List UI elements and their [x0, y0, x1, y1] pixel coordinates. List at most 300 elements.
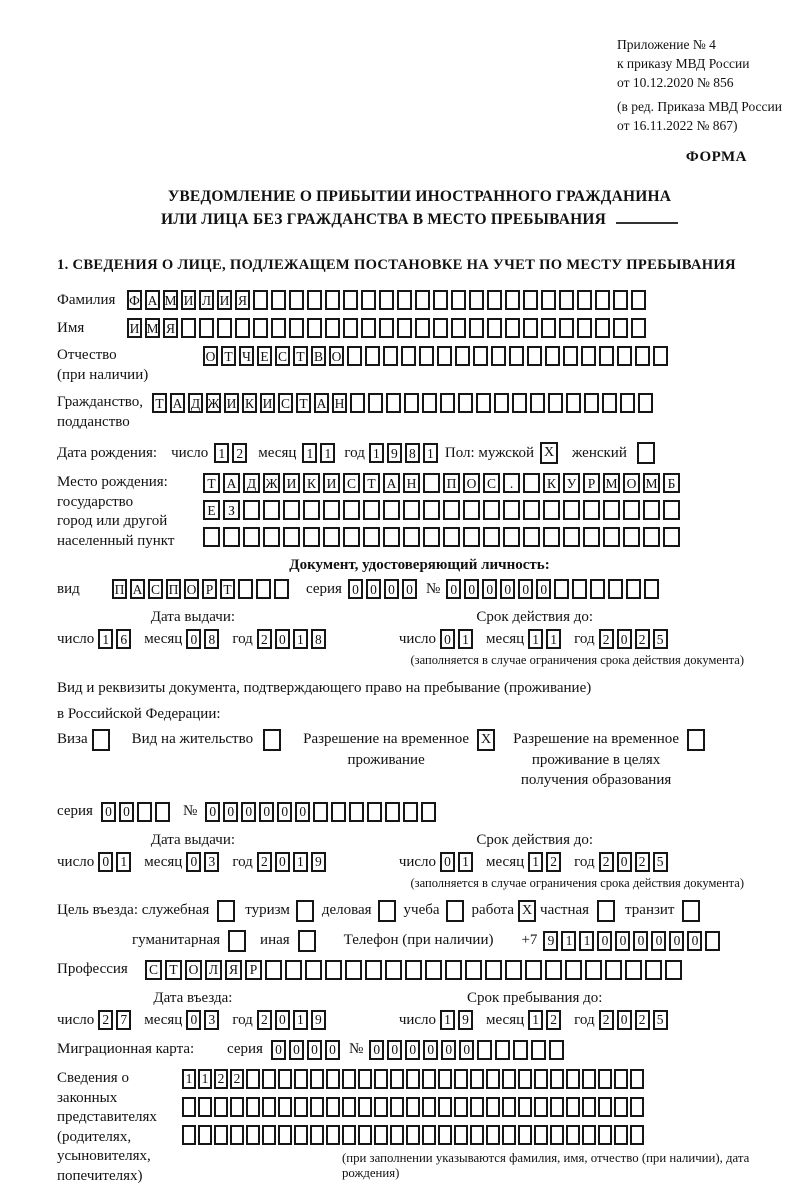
- char-cell[interactable]: 5: [653, 852, 668, 872]
- study-checkbox[interactable]: [446, 900, 464, 922]
- char-cell[interactable]: Т: [203, 473, 220, 493]
- char-cell[interactable]: Д: [243, 473, 260, 493]
- char-cell[interactable]: [325, 960, 342, 980]
- char-cell[interactable]: У: [563, 473, 580, 493]
- char-cell[interactable]: 0: [440, 852, 455, 872]
- char-cell[interactable]: [454, 1097, 468, 1117]
- char-cell[interactable]: [386, 393, 401, 413]
- char-cell[interactable]: [590, 579, 605, 599]
- char-cell[interactable]: [451, 318, 466, 338]
- char-cell[interactable]: И: [224, 393, 239, 413]
- char-cell[interactable]: Р: [583, 473, 600, 493]
- char-cell[interactable]: [443, 500, 460, 520]
- char-cell[interactable]: 0: [259, 802, 274, 822]
- char-cell[interactable]: Я: [235, 290, 250, 310]
- char-cell[interactable]: [608, 579, 623, 599]
- char-cell[interactable]: [527, 346, 542, 366]
- char-cell[interactable]: С: [483, 473, 500, 493]
- char-cell[interactable]: [563, 527, 580, 547]
- char-cell[interactable]: 2: [599, 852, 614, 872]
- char-cell[interactable]: [246, 1097, 260, 1117]
- char-cell[interactable]: [476, 393, 491, 413]
- char-cell[interactable]: [483, 527, 500, 547]
- char-cell[interactable]: О: [463, 473, 480, 493]
- char-cell[interactable]: К: [242, 393, 257, 413]
- char-cell[interactable]: [487, 318, 502, 338]
- char-cell[interactable]: [397, 290, 412, 310]
- char-cell[interactable]: [631, 290, 646, 310]
- char-cell[interactable]: [230, 1125, 244, 1145]
- char-cell[interactable]: 2: [599, 629, 614, 649]
- char-cell[interactable]: [518, 1069, 532, 1089]
- char-cell[interactable]: [523, 500, 540, 520]
- char-cell[interactable]: 1: [302, 443, 317, 463]
- char-cell[interactable]: [550, 1069, 564, 1089]
- char-cell[interactable]: П: [443, 473, 460, 493]
- char-cell[interactable]: Е: [257, 346, 272, 366]
- char-cell[interactable]: [283, 527, 300, 547]
- char-cell[interactable]: [283, 500, 300, 520]
- char-cell[interactable]: 0: [402, 579, 417, 599]
- char-cell[interactable]: 1: [369, 443, 384, 463]
- char-cell[interactable]: [614, 1069, 628, 1089]
- char-cell[interactable]: 2: [257, 852, 272, 872]
- char-cell[interactable]: [582, 1097, 596, 1117]
- char-cell[interactable]: 1: [423, 443, 438, 463]
- char-cell[interactable]: Ч: [239, 346, 254, 366]
- char-cell[interactable]: [403, 500, 420, 520]
- other-checkbox[interactable]: [298, 930, 316, 952]
- char-cell[interactable]: [289, 318, 304, 338]
- char-cell[interactable]: [326, 1125, 340, 1145]
- char-cell[interactable]: [263, 500, 280, 520]
- char-cell[interactable]: [374, 1069, 388, 1089]
- char-cell[interactable]: [368, 393, 383, 413]
- char-cell[interactable]: 0: [633, 931, 648, 951]
- char-cell[interactable]: 0: [651, 931, 666, 951]
- char-cell[interactable]: 2: [257, 629, 272, 649]
- char-cell[interactable]: 0: [518, 579, 533, 599]
- char-cell[interactable]: [583, 527, 600, 547]
- char-cell[interactable]: [342, 1097, 356, 1117]
- char-cell[interactable]: [365, 346, 380, 366]
- char-cell[interactable]: [243, 527, 260, 547]
- char-cell[interactable]: [326, 1097, 340, 1117]
- char-cell[interactable]: [325, 290, 340, 310]
- business-checkbox[interactable]: [378, 900, 396, 922]
- char-cell[interactable]: З: [223, 500, 240, 520]
- char-cell[interactable]: [385, 802, 400, 822]
- char-cell[interactable]: [566, 1097, 580, 1117]
- char-cell[interactable]: [653, 346, 668, 366]
- char-cell[interactable]: 0: [271, 1040, 286, 1060]
- char-cell[interactable]: 0: [241, 802, 256, 822]
- char-cell[interactable]: [663, 500, 680, 520]
- char-cell[interactable]: 1: [214, 443, 229, 463]
- char-cell[interactable]: 2: [257, 1010, 272, 1030]
- char-cell[interactable]: [415, 318, 430, 338]
- char-cell[interactable]: С: [275, 346, 290, 366]
- char-cell[interactable]: [502, 1069, 516, 1089]
- char-cell[interactable]: [585, 960, 602, 980]
- char-cell[interactable]: [278, 1125, 292, 1145]
- char-cell[interactable]: 0: [423, 1040, 438, 1060]
- char-cell[interactable]: 8: [204, 629, 219, 649]
- char-cell[interactable]: [365, 960, 382, 980]
- char-cell[interactable]: 0: [275, 629, 290, 649]
- char-cell[interactable]: [294, 1097, 308, 1117]
- transit-checkbox[interactable]: [682, 900, 700, 922]
- char-cell[interactable]: 0: [101, 802, 116, 822]
- private-checkbox[interactable]: [597, 900, 615, 922]
- char-cell[interactable]: [438, 1097, 452, 1117]
- official-checkbox[interactable]: [217, 900, 235, 922]
- char-cell[interactable]: [577, 318, 592, 338]
- char-cell[interactable]: 1: [528, 1010, 543, 1030]
- char-cell[interactable]: И: [283, 473, 300, 493]
- char-cell[interactable]: 0: [482, 579, 497, 599]
- char-cell[interactable]: Р: [245, 960, 262, 980]
- char-cell[interactable]: [477, 1040, 492, 1060]
- char-cell[interactable]: 0: [617, 852, 632, 872]
- char-cell[interactable]: [451, 290, 466, 310]
- char-cell[interactable]: [534, 1125, 548, 1145]
- char-cell[interactable]: [599, 346, 614, 366]
- char-cell[interactable]: [397, 318, 412, 338]
- char-cell[interactable]: [422, 393, 437, 413]
- char-cell[interactable]: [343, 500, 360, 520]
- char-cell[interactable]: .: [503, 473, 520, 493]
- char-cell[interactable]: [415, 290, 430, 310]
- char-cell[interactable]: [614, 1097, 628, 1117]
- char-cell[interactable]: Б: [663, 473, 680, 493]
- char-cell[interactable]: [238, 579, 253, 599]
- char-cell[interactable]: М: [643, 473, 660, 493]
- char-cell[interactable]: [617, 346, 632, 366]
- char-cell[interactable]: [465, 960, 482, 980]
- char-cell[interactable]: [235, 318, 250, 338]
- char-cell[interactable]: 8: [405, 443, 420, 463]
- char-cell[interactable]: [620, 393, 635, 413]
- visa-checkbox[interactable]: [92, 729, 110, 751]
- char-cell[interactable]: [379, 318, 394, 338]
- char-cell[interactable]: Ф: [127, 290, 142, 310]
- char-cell[interactable]: [545, 346, 560, 366]
- char-cell[interactable]: Т: [293, 346, 308, 366]
- char-cell[interactable]: [541, 290, 556, 310]
- char-cell[interactable]: [217, 318, 232, 338]
- char-cell[interactable]: [406, 1069, 420, 1089]
- char-cell[interactable]: [623, 500, 640, 520]
- char-cell[interactable]: [349, 802, 364, 822]
- char-cell[interactable]: [390, 1125, 404, 1145]
- char-cell[interactable]: [303, 527, 320, 547]
- char-cell[interactable]: [256, 579, 271, 599]
- char-cell[interactable]: Н: [403, 473, 420, 493]
- char-cell[interactable]: [325, 318, 340, 338]
- char-cell[interactable]: Я: [163, 318, 178, 338]
- char-cell[interactable]: 0: [289, 1040, 304, 1060]
- char-cell[interactable]: С: [343, 473, 360, 493]
- char-cell[interactable]: [663, 527, 680, 547]
- char-cell[interactable]: М: [163, 290, 178, 310]
- char-cell[interactable]: 0: [186, 852, 201, 872]
- char-cell[interactable]: [262, 1097, 276, 1117]
- work-checkbox[interactable]: X: [518, 900, 536, 922]
- char-cell[interactable]: [214, 1097, 228, 1117]
- char-cell[interactable]: 0: [405, 1040, 420, 1060]
- char-cell[interactable]: В: [311, 346, 326, 366]
- char-cell[interactable]: [635, 346, 650, 366]
- char-cell[interactable]: [383, 500, 400, 520]
- char-cell[interactable]: [137, 802, 152, 822]
- char-cell[interactable]: 2: [546, 852, 561, 872]
- char-cell[interactable]: 3: [204, 852, 219, 872]
- char-cell[interactable]: Н: [332, 393, 347, 413]
- char-cell[interactable]: Д: [188, 393, 203, 413]
- char-cell[interactable]: А: [145, 290, 160, 310]
- char-cell[interactable]: О: [329, 346, 344, 366]
- char-cell[interactable]: Ж: [206, 393, 221, 413]
- char-cell[interactable]: [485, 960, 502, 980]
- char-cell[interactable]: [326, 1069, 340, 1089]
- char-cell[interactable]: [598, 1069, 612, 1089]
- char-cell[interactable]: [630, 1097, 644, 1117]
- char-cell[interactable]: [246, 1125, 260, 1145]
- char-cell[interactable]: 0: [441, 1040, 456, 1060]
- char-cell[interactable]: 1: [528, 852, 543, 872]
- char-cell[interactable]: 1: [198, 1069, 212, 1089]
- char-cell[interactable]: [582, 1125, 596, 1145]
- char-cell[interactable]: 0: [186, 1010, 201, 1030]
- char-cell[interactable]: [638, 393, 653, 413]
- char-cell[interactable]: Ж: [263, 473, 280, 493]
- char-cell[interactable]: [358, 1125, 372, 1145]
- char-cell[interactable]: [470, 1125, 484, 1145]
- char-cell[interactable]: [243, 500, 260, 520]
- char-cell[interactable]: [350, 393, 365, 413]
- char-cell[interactable]: А: [314, 393, 329, 413]
- char-cell[interactable]: [626, 579, 641, 599]
- char-cell[interactable]: [278, 1069, 292, 1089]
- char-cell[interactable]: [523, 473, 540, 493]
- char-cell[interactable]: 0: [366, 579, 381, 599]
- char-cell[interactable]: 0: [446, 579, 461, 599]
- char-cell[interactable]: [198, 1125, 212, 1145]
- char-cell[interactable]: М: [145, 318, 160, 338]
- char-cell[interactable]: [421, 802, 436, 822]
- char-cell[interactable]: [491, 346, 506, 366]
- char-cell[interactable]: 1: [116, 852, 131, 872]
- char-cell[interactable]: С: [145, 960, 162, 980]
- char-cell[interactable]: [566, 393, 581, 413]
- char-cell[interactable]: [494, 393, 509, 413]
- char-cell[interactable]: 0: [98, 852, 113, 872]
- char-cell[interactable]: 1: [293, 852, 308, 872]
- char-cell[interactable]: [405, 960, 422, 980]
- char-cell[interactable]: [271, 290, 286, 310]
- char-cell[interactable]: [374, 1097, 388, 1117]
- char-cell[interactable]: Т: [221, 346, 236, 366]
- char-cell[interactable]: [253, 318, 268, 338]
- char-cell[interactable]: [203, 527, 220, 547]
- char-cell[interactable]: 0: [223, 802, 238, 822]
- char-cell[interactable]: 0: [669, 931, 684, 951]
- char-cell[interactable]: [598, 1125, 612, 1145]
- char-cell[interactable]: [182, 1125, 196, 1145]
- char-cell[interactable]: [531, 1040, 546, 1060]
- char-cell[interactable]: [404, 393, 419, 413]
- char-cell[interactable]: [445, 960, 462, 980]
- char-cell[interactable]: [512, 393, 527, 413]
- char-cell[interactable]: [303, 500, 320, 520]
- char-cell[interactable]: 0: [186, 629, 201, 649]
- char-cell[interactable]: [433, 290, 448, 310]
- char-cell[interactable]: [278, 1097, 292, 1117]
- char-cell[interactable]: [390, 1069, 404, 1089]
- char-cell[interactable]: 0: [275, 852, 290, 872]
- char-cell[interactable]: 1: [320, 443, 335, 463]
- char-cell[interactable]: [383, 527, 400, 547]
- sex-male-checkbox[interactable]: X: [540, 442, 558, 464]
- char-cell[interactable]: Е: [203, 500, 220, 520]
- char-cell[interactable]: [262, 1125, 276, 1145]
- char-cell[interactable]: 1: [293, 1010, 308, 1030]
- char-cell[interactable]: [487, 290, 502, 310]
- char-cell[interactable]: [385, 960, 402, 980]
- char-cell[interactable]: 1: [98, 629, 113, 649]
- char-cell[interactable]: [505, 318, 520, 338]
- char-cell[interactable]: 2: [635, 1010, 650, 1030]
- char-cell[interactable]: [379, 290, 394, 310]
- char-cell[interactable]: [406, 1097, 420, 1117]
- char-cell[interactable]: [274, 579, 289, 599]
- char-cell[interactable]: [473, 346, 488, 366]
- char-cell[interactable]: 0: [205, 802, 220, 822]
- char-cell[interactable]: [543, 500, 560, 520]
- char-cell[interactable]: [518, 1125, 532, 1145]
- char-cell[interactable]: [305, 960, 322, 980]
- humanitarian-checkbox[interactable]: [228, 930, 246, 952]
- char-cell[interactable]: [513, 1040, 528, 1060]
- char-cell[interactable]: [155, 802, 170, 822]
- char-cell[interactable]: [495, 1040, 510, 1060]
- char-cell[interactable]: [285, 960, 302, 980]
- char-cell[interactable]: [310, 1125, 324, 1145]
- char-cell[interactable]: [406, 1125, 420, 1145]
- char-cell[interactable]: [246, 1069, 260, 1089]
- char-cell[interactable]: [343, 290, 358, 310]
- char-cell[interactable]: 0: [597, 931, 612, 951]
- char-cell[interactable]: [262, 1069, 276, 1089]
- char-cell[interactable]: [419, 346, 434, 366]
- char-cell[interactable]: 5: [653, 1010, 668, 1030]
- char-cell[interactable]: [438, 1125, 452, 1145]
- char-cell[interactable]: [614, 1125, 628, 1145]
- char-cell[interactable]: 1: [528, 629, 543, 649]
- char-cell[interactable]: [665, 960, 682, 980]
- char-cell[interactable]: [582, 1069, 596, 1089]
- char-cell[interactable]: О: [623, 473, 640, 493]
- char-cell[interactable]: [294, 1125, 308, 1145]
- char-cell[interactable]: [525, 960, 542, 980]
- char-cell[interactable]: [361, 290, 376, 310]
- char-cell[interactable]: [263, 527, 280, 547]
- char-cell[interactable]: Т: [152, 393, 167, 413]
- char-cell[interactable]: [583, 500, 600, 520]
- char-cell[interactable]: [543, 527, 560, 547]
- char-cell[interactable]: 0: [617, 1010, 632, 1030]
- char-cell[interactable]: [438, 1069, 452, 1089]
- char-cell[interactable]: [422, 1069, 436, 1089]
- char-cell[interactable]: Т: [296, 393, 311, 413]
- char-cell[interactable]: 0: [275, 1010, 290, 1030]
- char-cell[interactable]: [454, 1069, 468, 1089]
- char-cell[interactable]: [437, 346, 452, 366]
- char-cell[interactable]: 0: [536, 579, 551, 599]
- char-cell[interactable]: [483, 500, 500, 520]
- char-cell[interactable]: И: [217, 290, 232, 310]
- char-cell[interactable]: [307, 290, 322, 310]
- char-cell[interactable]: [630, 1125, 644, 1145]
- char-cell[interactable]: [470, 1097, 484, 1117]
- char-cell[interactable]: Л: [205, 960, 222, 980]
- char-cell[interactable]: 6: [116, 629, 131, 649]
- char-cell[interactable]: 0: [500, 579, 515, 599]
- char-cell[interactable]: [577, 290, 592, 310]
- char-cell[interactable]: 0: [459, 1040, 474, 1060]
- char-cell[interactable]: [630, 1069, 644, 1089]
- char-cell[interactable]: 2: [214, 1069, 228, 1089]
- char-cell[interactable]: Т: [165, 960, 182, 980]
- char-cell[interactable]: 2: [230, 1069, 244, 1089]
- char-cell[interactable]: 7: [116, 1010, 131, 1030]
- char-cell[interactable]: 1: [579, 931, 594, 951]
- char-cell[interactable]: 0: [464, 579, 479, 599]
- char-cell[interactable]: [598, 1097, 612, 1117]
- char-cell[interactable]: [458, 393, 473, 413]
- char-cell[interactable]: 1: [458, 629, 473, 649]
- char-cell[interactable]: [643, 500, 660, 520]
- char-cell[interactable]: 0: [307, 1040, 322, 1060]
- char-cell[interactable]: А: [170, 393, 185, 413]
- char-cell[interactable]: О: [185, 960, 202, 980]
- char-cell[interactable]: [342, 1125, 356, 1145]
- char-cell[interactable]: [310, 1097, 324, 1117]
- char-cell[interactable]: И: [260, 393, 275, 413]
- char-cell[interactable]: [486, 1097, 500, 1117]
- char-cell[interactable]: 2: [599, 1010, 614, 1030]
- char-cell[interactable]: 8: [311, 629, 326, 649]
- char-cell[interactable]: [361, 318, 376, 338]
- char-cell[interactable]: [645, 960, 662, 980]
- char-cell[interactable]: [605, 960, 622, 980]
- char-cell[interactable]: [565, 960, 582, 980]
- char-cell[interactable]: 1: [458, 852, 473, 872]
- char-cell[interactable]: 9: [311, 852, 326, 872]
- char-cell[interactable]: [530, 393, 545, 413]
- char-cell[interactable]: И: [181, 290, 196, 310]
- char-cell[interactable]: [363, 500, 380, 520]
- char-cell[interactable]: [401, 346, 416, 366]
- char-cell[interactable]: [199, 318, 214, 338]
- char-cell[interactable]: [613, 290, 628, 310]
- residence-permit-checkbox[interactable]: [263, 729, 281, 751]
- char-cell[interactable]: 9: [387, 443, 402, 463]
- char-cell[interactable]: [559, 290, 574, 310]
- char-cell[interactable]: 2: [232, 443, 247, 463]
- char-cell[interactable]: [363, 527, 380, 547]
